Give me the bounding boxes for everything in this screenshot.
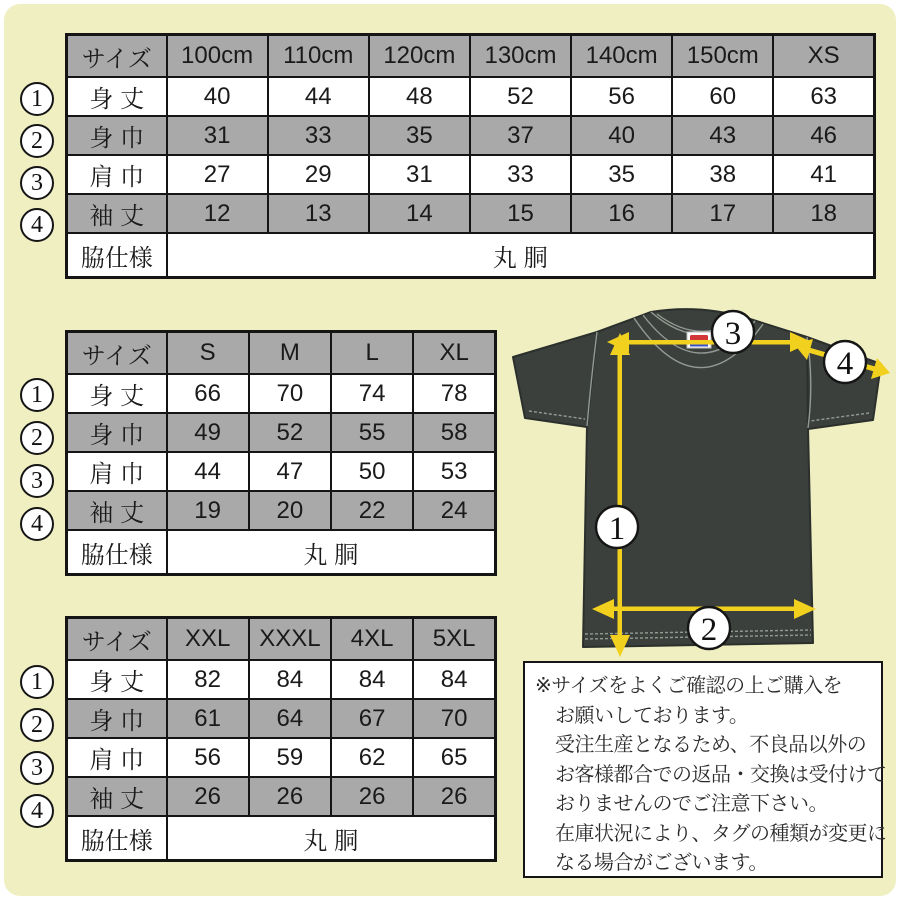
row-marker-sleeve-length bbox=[20, 507, 54, 541]
column-header: 120cm bbox=[369, 35, 470, 78]
note-line: お願いしております。 bbox=[555, 704, 749, 727]
cell-value: 70 bbox=[413, 699, 495, 738]
tshirt-measurement-diagram bbox=[498, 302, 893, 660]
marker-digit: 4 bbox=[31, 797, 43, 824]
footer-label: 脇仕様 bbox=[67, 233, 167, 278]
cell-value: 35 bbox=[571, 155, 672, 194]
note-line: 在庫状況により、タグの種類が変更に bbox=[555, 822, 887, 845]
row-label: 身 巾 bbox=[67, 699, 167, 738]
cell-value: 37 bbox=[470, 116, 571, 155]
cell-value: 40 bbox=[571, 116, 672, 155]
cell-value: 40 bbox=[167, 77, 268, 116]
row-label: 袖 丈 bbox=[67, 491, 167, 530]
cell-value: 20 bbox=[249, 491, 331, 530]
marker-digit: 3 bbox=[31, 754, 43, 781]
table-row bbox=[67, 413, 496, 452]
row-marker-sleeve-length bbox=[20, 208, 54, 242]
column-header: 130cm bbox=[470, 35, 571, 78]
cell-value: 78 bbox=[413, 374, 495, 413]
cell-value: 84 bbox=[331, 660, 413, 699]
table-footer-row bbox=[67, 816, 496, 861]
row-label: 身 丈 bbox=[67, 660, 167, 699]
column-header: XS bbox=[773, 35, 874, 78]
row-label: 肩 巾 bbox=[67, 452, 167, 491]
cell-value: 50 bbox=[331, 452, 413, 491]
cell-value: 33 bbox=[470, 155, 571, 194]
cell-value: 52 bbox=[470, 77, 571, 116]
size-table-large bbox=[65, 616, 497, 862]
marker-digit: 1 bbox=[31, 381, 43, 408]
cell-value: 33 bbox=[268, 116, 369, 155]
footer-value: 丸 胴 bbox=[167, 530, 496, 575]
cell-value: 82 bbox=[167, 660, 249, 699]
table-header-row bbox=[67, 35, 875, 78]
cell-value: 61 bbox=[167, 699, 249, 738]
footer-value: 丸 胴 bbox=[167, 233, 875, 278]
marker-digit: 3 bbox=[31, 169, 43, 196]
row-label: 身 巾 bbox=[67, 116, 167, 155]
marker-digit: 1 bbox=[31, 85, 43, 112]
cell-value: 59 bbox=[249, 738, 331, 777]
cell-value: 16 bbox=[571, 194, 672, 233]
row-marker-body-width bbox=[20, 124, 54, 158]
column-header: 140cm bbox=[571, 35, 672, 78]
marker-digit: 1 bbox=[31, 668, 43, 695]
cell-value: 41 bbox=[773, 155, 874, 194]
table-row bbox=[67, 116, 875, 155]
cell-value: 44 bbox=[268, 77, 369, 116]
cell-value: 19 bbox=[167, 491, 249, 530]
cell-value: 26 bbox=[249, 777, 331, 816]
row-label: 身 丈 bbox=[67, 374, 167, 413]
size-table-adult bbox=[65, 330, 497, 576]
table-row bbox=[67, 491, 496, 530]
cell-value: 52 bbox=[249, 413, 331, 452]
cell-value: 31 bbox=[369, 155, 470, 194]
footer-label: 脇仕様 bbox=[67, 530, 167, 575]
cell-value: 55 bbox=[331, 413, 413, 452]
table-row bbox=[67, 660, 496, 699]
cell-value: 67 bbox=[331, 699, 413, 738]
row-label: 肩 巾 bbox=[67, 155, 167, 194]
cell-value: 43 bbox=[672, 116, 773, 155]
table-row bbox=[67, 155, 875, 194]
diagram-digit-2: 2 bbox=[700, 612, 718, 648]
marker-digit: 2 bbox=[31, 127, 43, 154]
cell-value: 65 bbox=[413, 738, 495, 777]
table-row bbox=[67, 699, 496, 738]
cell-value: 53 bbox=[413, 452, 495, 491]
column-header: 100cm bbox=[167, 35, 268, 78]
cell-value: 74 bbox=[331, 374, 413, 413]
row-marker-shoulder-width bbox=[20, 751, 54, 785]
marker-digit: 2 bbox=[31, 424, 43, 451]
row-marker-shoulder-width bbox=[20, 464, 54, 498]
note-line: おりませんのでご注意下さい。 bbox=[555, 793, 828, 815]
cell-value: 60 bbox=[672, 77, 773, 116]
cell-value: 70 bbox=[249, 374, 331, 413]
size-header-cell: サイズ bbox=[67, 332, 167, 375]
cell-value: 66 bbox=[167, 374, 249, 413]
cell-value: 26 bbox=[167, 777, 249, 816]
cell-value: 31 bbox=[167, 116, 268, 155]
cell-value: 24 bbox=[413, 491, 495, 530]
row-marker-shoulder-width bbox=[20, 166, 54, 200]
cell-value: 26 bbox=[413, 777, 495, 816]
cell-value: 58 bbox=[413, 413, 495, 452]
cell-value: 38 bbox=[672, 155, 773, 194]
cell-value: 64 bbox=[249, 699, 331, 738]
cell-value: 84 bbox=[249, 660, 331, 699]
marker-digit: 4 bbox=[31, 510, 43, 537]
row-label: 袖 丈 bbox=[67, 777, 167, 816]
cell-value: 84 bbox=[413, 660, 495, 699]
row-label: 身 巾 bbox=[67, 413, 167, 452]
cell-value: 26 bbox=[331, 777, 413, 816]
column-header: XXL bbox=[167, 618, 249, 661]
note-box bbox=[523, 661, 887, 878]
cell-value: 47 bbox=[249, 452, 331, 491]
cell-value: 56 bbox=[571, 77, 672, 116]
cell-value: 13 bbox=[268, 194, 369, 233]
row-marker-sleeve-length bbox=[20, 794, 54, 828]
column-header: 5XL bbox=[413, 618, 495, 661]
note-line: なる場合がございます。 bbox=[555, 852, 768, 874]
cell-value: 27 bbox=[167, 155, 268, 194]
table-header-row bbox=[67, 618, 496, 661]
column-header: S bbox=[167, 332, 249, 375]
row-label: 身 丈 bbox=[67, 77, 167, 116]
size-table-kids bbox=[65, 33, 876, 279]
marker-digit: 2 bbox=[31, 711, 43, 738]
column-header: M bbox=[249, 332, 331, 375]
size-header-cell: サイズ bbox=[67, 35, 167, 78]
note-line: ※サイズをよくご確認の上ご購入を bbox=[535, 675, 843, 697]
cell-value: 12 bbox=[167, 194, 268, 233]
column-header: XXXL bbox=[249, 618, 331, 661]
table-row bbox=[67, 77, 875, 116]
column-header: 4XL bbox=[331, 618, 413, 661]
note-line: 受注生産となるため、不良品以外の bbox=[555, 734, 867, 756]
row-label: 肩 巾 bbox=[67, 738, 167, 777]
table-row bbox=[67, 738, 496, 777]
table-row bbox=[67, 452, 496, 491]
table-footer-row bbox=[67, 233, 875, 278]
row-label: 袖 丈 bbox=[67, 194, 167, 233]
cell-value: 48 bbox=[369, 77, 470, 116]
cell-value: 14 bbox=[369, 194, 470, 233]
size-header-cell: サイズ bbox=[67, 618, 167, 661]
marker-digit: 3 bbox=[31, 467, 43, 494]
cell-value: 35 bbox=[369, 116, 470, 155]
cell-value: 62 bbox=[331, 738, 413, 777]
diagram-digit-4: 4 bbox=[836, 346, 854, 382]
cell-value: 15 bbox=[470, 194, 571, 233]
table-row bbox=[67, 374, 496, 413]
diagram-digit-3: 3 bbox=[724, 316, 742, 352]
column-header: 150cm bbox=[672, 35, 773, 78]
row-marker-body-length bbox=[20, 82, 54, 116]
footer-value: 丸 胴 bbox=[167, 816, 496, 861]
cell-value: 56 bbox=[167, 738, 249, 777]
row-marker-body-length bbox=[20, 665, 54, 699]
table-row bbox=[67, 194, 875, 233]
row-marker-body-length bbox=[20, 378, 54, 412]
cell-value: 63 bbox=[773, 77, 874, 116]
cell-value: 44 bbox=[167, 452, 249, 491]
column-header: XL bbox=[413, 332, 495, 375]
cell-value: 17 bbox=[672, 194, 773, 233]
cell-value: 29 bbox=[268, 155, 369, 194]
cell-value: 22 bbox=[331, 491, 413, 530]
note-line: お客様都合での返品・交換は受付けて bbox=[555, 763, 887, 786]
footer-label: 脇仕様 bbox=[67, 816, 167, 861]
row-marker-body-width bbox=[20, 708, 54, 742]
cell-value: 49 bbox=[167, 413, 249, 452]
table-header-row bbox=[67, 332, 496, 375]
row-marker-body-width bbox=[20, 421, 54, 455]
diagram-digit-1: 1 bbox=[608, 511, 626, 547]
column-header: 110cm bbox=[268, 35, 369, 78]
table-footer-row bbox=[67, 530, 496, 575]
cell-value: 18 bbox=[773, 194, 874, 233]
column-header: L bbox=[331, 332, 413, 375]
marker-digit: 4 bbox=[31, 211, 43, 238]
table-row bbox=[67, 777, 496, 816]
tshirt-left-sleeve bbox=[513, 332, 597, 427]
cell-value: 46 bbox=[773, 116, 874, 155]
